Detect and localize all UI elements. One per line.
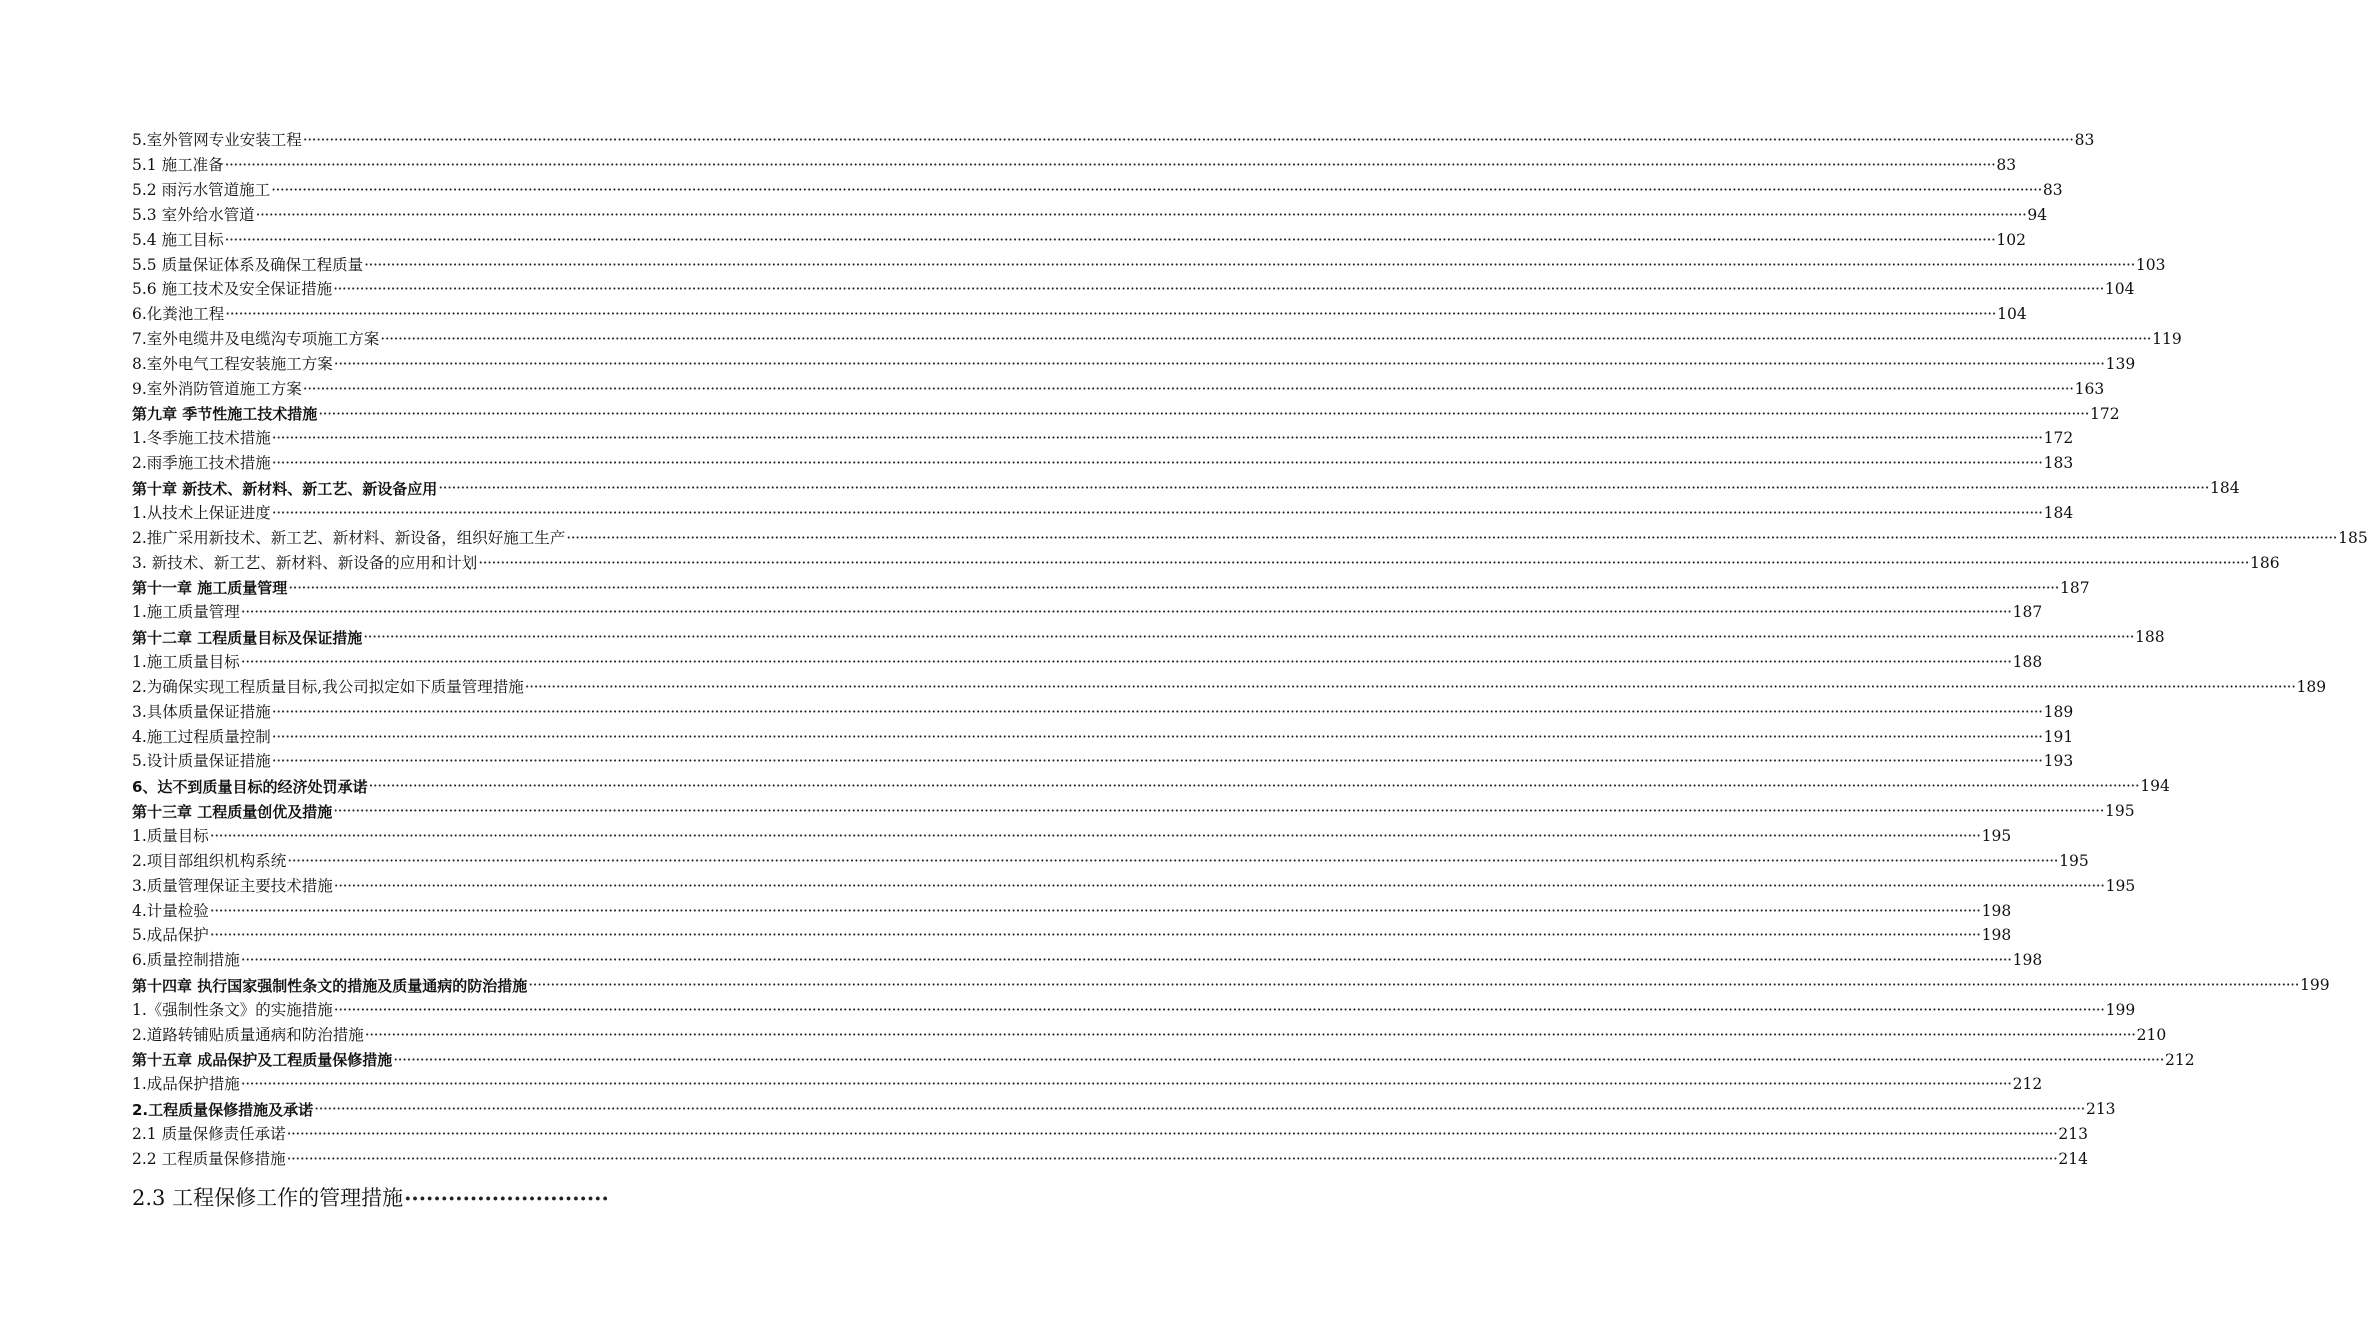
toc-leader-dots: ················································································································································································································································································································································································································ <box>363 628 2135 647</box>
toc-leader-dots: ················································································································································································································································································································································································································ <box>286 1125 2058 1144</box>
toc-leader-dots: ················································································································································································································································································································································································································ <box>364 1025 2136 1044</box>
toc-leader-dots: ················································································································································································································································································································································································································ <box>302 379 2074 398</box>
toc-entry[interactable] <box>132 199 2048 224</box>
toc-entry-title: 6、达不到质量目标的经济处罚承诺 <box>132 777 368 796</box>
toc-leader-dots: ················································································································································································································································································································································································································ <box>528 976 2300 995</box>
toc-entry-title: 1.成品保护措施 <box>132 1075 240 1094</box>
toc-entry-page: 191 <box>2043 727 2074 746</box>
toc-entry-title: 1.冬季施工技术措施 <box>132 429 271 448</box>
toc-leader-dots: ················································································································································································································································································································································································································ <box>368 777 2140 796</box>
toc-entry[interactable] <box>132 969 2330 995</box>
toc-entry[interactable] <box>132 795 2135 821</box>
toc-entry[interactable] <box>132 323 2182 349</box>
toc-entry[interactable] <box>132 695 2074 721</box>
toc-entry[interactable] <box>132 149 2017 175</box>
toc-entry[interactable] <box>132 447 2074 473</box>
toc-leader-dots: ················································································································································································································································································································································································································ <box>271 181 2042 200</box>
toc-entry-title: 7.室外电缆井及电缆沟专项施工方案 <box>132 330 380 349</box>
toc-leader-dots: ················································································································································································································································································································································································································ <box>255 205 2027 224</box>
toc-leader-dots: ················································································································································································································································································································································································································ <box>224 230 1996 249</box>
toc-entry-title: 第十一章 施工质量管理 <box>132 579 288 598</box>
toc-entry[interactable] <box>132 223 2026 249</box>
toc-leader-dots: ················································································································································································································································································································································································································ <box>524 677 2296 696</box>
toc-entry-title: 2.为确保实现工程质量目标,我公司拟定如下质量管理措施 <box>132 677 524 696</box>
toc-entry-page: 163 <box>2074 379 2105 398</box>
toc-entry-title: 2.道路转铺贴质量通病和防治措施 <box>132 1025 364 1044</box>
toc-entry-title: 第十二章 工程质量目标及保证措施 <box>132 628 363 647</box>
toc-entry-title: 5.5 质量保证体系及确保工程质量 <box>132 255 364 274</box>
toc-entry[interactable] <box>132 273 2135 299</box>
toc-leader-dots: ················································································································································································································································································································································································································ <box>333 802 2105 821</box>
toc-entry-title: 2.2 工程质量保修措施 <box>132 1149 286 1168</box>
toc-entry[interactable] <box>132 1143 2088 1168</box>
toc-entry[interactable] <box>132 522 2368 547</box>
toc-entry-page: 172 <box>2043 429 2074 448</box>
toc-entry-page: 193 <box>2043 752 2074 771</box>
toc-entry[interactable] <box>132 720 2074 746</box>
toc-entry-title: 4.施工过程质量控制 <box>132 727 271 746</box>
toc-entry-page: 213 <box>2058 1125 2088 1144</box>
toc-entry[interactable] <box>132 621 2165 647</box>
toc-entry-page: 198 <box>1981 926 2012 945</box>
toc-entry-title: 3.质量管理保证主要技术措施 <box>132 876 333 895</box>
toc-leader-dots: ················································································································································································································································································································································································································ <box>333 280 2104 299</box>
toc-entry-title: 5.3 室外给水管道 <box>132 205 255 224</box>
toc-entry-page: 83 <box>2074 131 2095 150</box>
toc-entry-page: 183 <box>2043 454 2074 473</box>
toc-leader-dots: ················································································································································································································································································································································································································ <box>240 603 2012 622</box>
toc-entry[interactable] <box>132 671 2327 696</box>
toc-entry-page: 214 <box>2058 1149 2088 1168</box>
toc-entry-page: 103 <box>2135 255 2166 274</box>
toc-entry-page: 104 <box>1997 305 2027 324</box>
toc-leader-dots: ················································································································································································································································································································································································································ <box>380 330 2152 349</box>
toc-entry-title: 第十五章 成品保护及工程质量保修措施 <box>132 1051 393 1070</box>
toc-leader-dots: ················································································································································································································································································································································································································ <box>333 1000 2105 1019</box>
toc-leader-dots: ················································································································································································································································································································································································································ <box>286 1149 2058 1168</box>
toc-entry-title: 5.室外管网专业安装工程 <box>132 131 302 150</box>
toc-entry[interactable] <box>132 571 2090 598</box>
toc-entry[interactable] <box>132 745 2074 771</box>
toc-entry[interactable] <box>132 820 2012 845</box>
toc-entry[interactable] <box>132 1167 844 1212</box>
toc-entry-page: 199 <box>2105 1000 2136 1019</box>
toc-entry-title: 第十三章 工程质量创优及措施 <box>132 802 333 821</box>
toc-entry-title: 5.2 雨污水管道施工 <box>132 181 271 200</box>
toc-entry-title: 1.《强制性条文》的实施措施 <box>132 1000 333 1019</box>
table-of-contents <box>132 124 2368 1212</box>
toc-entry-title: 1.质量目标 <box>132 826 209 845</box>
toc-entry[interactable] <box>132 994 2136 1019</box>
toc-entry-title: 第十四章 执行国家强制性条文的措施及质量通病的防治措施 <box>132 976 528 995</box>
toc-entry-page: 187 <box>2012 603 2043 622</box>
toc-entry-page: 212 <box>2012 1075 2043 1094</box>
toc-entry[interactable] <box>132 894 2012 920</box>
toc-leader-dots: ················································································································································································································································································································································································································ <box>271 454 2043 473</box>
toc-entry-page: 213 <box>2085 1100 2116 1119</box>
toc-entry[interactable] <box>132 596 2043 622</box>
toc-entry-title: 2.推广采用新技术、新工艺、新材料、新设备，组织好施工生产 <box>132 528 566 547</box>
toc-entry-title: 5.6 施工技术及安全保证措施 <box>132 280 333 299</box>
toc-entry[interactable] <box>132 944 2043 970</box>
toc-entry[interactable] <box>132 397 2120 424</box>
toc-entry-page: 210 <box>2136 1025 2167 1044</box>
toc-entry[interactable] <box>132 348 2136 373</box>
toc-entry-page: 198 <box>2012 951 2043 970</box>
toc-leader-dots: ················································································································································································································································································································································································································ <box>225 305 1997 324</box>
toc-entry-page: 102 <box>1996 230 2026 249</box>
toc-entry[interactable] <box>132 372 2105 398</box>
toc-entry[interactable] <box>132 646 2043 672</box>
toc-entry[interactable] <box>132 1118 2088 1144</box>
toc-entry-title: 2.项目部组织机构系统 <box>132 851 287 870</box>
toc-entry-title: 6.质量控制措施 <box>132 951 240 970</box>
toc-entry-title: 9.室外消防管道施工方案 <box>132 379 302 398</box>
toc-entry-page: 186 <box>2250 553 2280 572</box>
toc-entry[interactable] <box>132 844 2089 870</box>
toc-leader-dots: ················································································································································································································································································································································································································ <box>224 156 1996 175</box>
toc-entry-title: 8.室外电气工程安装施工方案 <box>132 354 333 373</box>
toc-entry-title: 5.4 施工目标 <box>132 230 224 249</box>
toc-entry[interactable] <box>132 298 2027 324</box>
toc-entry-page: 83 <box>2042 181 2063 200</box>
toc-entry[interactable] <box>132 472 2240 498</box>
toc-entry[interactable] <box>132 869 2136 895</box>
toc-entry-title: 2.工程质量保修措施及承诺 <box>132 1100 314 1119</box>
toc-leader-dots: ················································································································································································································································································································································································································ <box>209 926 1981 945</box>
toc-entry-page: 189 <box>2296 677 2327 696</box>
toc-leader-dots: ················································································································································································································································································································································································································ <box>393 1050 2165 1069</box>
toc-leader-dots: ················································································································································································································································································································································································································ <box>240 653 2012 672</box>
toc-leader-dots: ················································································································································································································································································································································································································ <box>271 727 2043 746</box>
toc-entry-title: 3. 新技术、新工艺、新材料、新设备的应用和计划 <box>132 553 478 572</box>
toc-leader-dots: ················································································································································································································································································································································································································ <box>271 504 2043 522</box>
toc-entry-page: 195 <box>2059 851 2089 870</box>
toc-entry-title: 1.从技术上保证进度 <box>132 504 271 522</box>
toc-entry-page: 187 <box>2060 578 2090 597</box>
toc-entry[interactable] <box>132 1018 2167 1044</box>
toc-entry[interactable] <box>132 1068 2043 1094</box>
toc-leader-dots: ················································································································································································································································································································································································································ <box>314 1100 2085 1119</box>
toc-entry[interactable] <box>132 497 2074 522</box>
toc-entry-page: 184 <box>2043 504 2074 522</box>
toc-entry-title: 5.设计质量保证措施 <box>132 752 271 771</box>
toc-entry-title: 2.3 工程保修工作的管理措施 <box>132 1186 404 1211</box>
toc-entry-page: 195 <box>2105 876 2136 895</box>
toc-entry-page: 94 <box>2027 205 2048 224</box>
toc-entry-page: 189 <box>2043 702 2074 721</box>
toc-entry[interactable] <box>132 174 2063 200</box>
toc-entry-page: 195 <box>2105 802 2135 821</box>
toc-entry-title: 4.计量检验 <box>132 901 209 920</box>
toc-entry[interactable] <box>132 770 2170 796</box>
toc-entry-page: 198 <box>1981 901 2012 920</box>
toc-leader-dots: ················································································································································································································································································································································································································ <box>287 851 2059 870</box>
toc-leader-dots: ················································································································································································································································································································································································································ <box>333 876 2105 895</box>
toc-leader-dots: ················································································································································································································································································································································································································ <box>333 354 2105 373</box>
toc-entry[interactable] <box>132 1043 2195 1070</box>
toc-entry-page: 104 <box>2104 280 2135 299</box>
toc-entry-page: 194 <box>2140 777 2170 796</box>
toc-leader-dots: ················································································································································································································································································································································································································ <box>318 404 2090 423</box>
toc-leader-dots: ················································································································································································································································································································································································································ <box>271 429 2043 448</box>
toc-entry-page: 199 <box>2300 976 2330 995</box>
toc-entry-page: 83 <box>1996 156 2017 175</box>
toc-entry-title: 3.具体质量保证措施 <box>132 702 271 721</box>
toc-entry[interactable] <box>132 422 2074 448</box>
toc-entry[interactable] <box>132 124 2095 150</box>
toc-leader-dots: ················································································································································································································································································································································································································ <box>271 752 2043 771</box>
toc-leader-dots: ················································································································································································································································································································································································································ <box>364 255 2135 274</box>
toc-entry-page: 119 <box>2152 330 2182 349</box>
toc-entry-title: 1.施工质量目标 <box>132 653 240 672</box>
toc-leader-dots: ················································································································································································································································································································································································································ <box>209 901 1981 920</box>
toc-entry[interactable] <box>132 248 2166 274</box>
toc-entry-page: 188 <box>2012 653 2043 672</box>
toc-entry-title: 5.成品保护 <box>132 926 209 945</box>
toc-leader-dots: ················································································································································································································································································································································································································ <box>209 826 1981 845</box>
toc-entry-title: 5.1 施工准备 <box>132 156 224 175</box>
toc-leader-dots: ················································································································································································································································································································································································································ <box>478 553 2250 572</box>
toc-entry-page: 195 <box>1981 826 2012 845</box>
toc-entry-page: 188 <box>2135 628 2165 647</box>
toc-leader-dots: ················································································································································································································································································································································································································ <box>302 131 2074 150</box>
toc-leader-dots: ················································································································································································································································································································································································································ <box>438 479 2210 498</box>
toc-entry-page: 139 <box>2105 354 2136 373</box>
toc-entry[interactable] <box>132 1093 2116 1119</box>
toc-entry-page: 212 <box>2165 1050 2195 1069</box>
toc-entry-title: 6.化粪池工程 <box>132 305 225 324</box>
toc-leader-dots: ···························· <box>404 1186 609 1212</box>
toc-entry-title: 2.雨季施工技术措施 <box>132 454 271 473</box>
toc-leader-dots: ················································································································································································································································································································································································································ <box>240 1075 2012 1094</box>
toc-leader-dots: ················································································································································································································································································································································································································ <box>288 578 2060 597</box>
toc-leader-dots: ················································································································································································································································································································································································································ <box>240 951 2012 970</box>
toc-entry-page: 172 <box>2090 404 2120 423</box>
toc-entry-title: 2.1 质量保修责任承诺 <box>132 1125 286 1144</box>
toc-entry-title: 第九章 季节性施工技术措施 <box>132 405 318 424</box>
toc-entry-page: 184 <box>2210 479 2240 498</box>
toc-leader-dots: ················································································································································································································································································································································································································ <box>271 702 2043 721</box>
toc-entry-title: 第十章 新技术、新材料、新工艺、新设备应用 <box>132 479 438 498</box>
toc-entry[interactable] <box>132 546 2280 572</box>
toc-entry-page: 185 <box>2338 528 2368 547</box>
toc-leader-dots: ················································································································································································································································································································································································································ <box>566 528 2338 547</box>
toc-entry-title: 1.施工质量管理 <box>132 603 240 622</box>
toc-entry[interactable] <box>132 919 2012 945</box>
